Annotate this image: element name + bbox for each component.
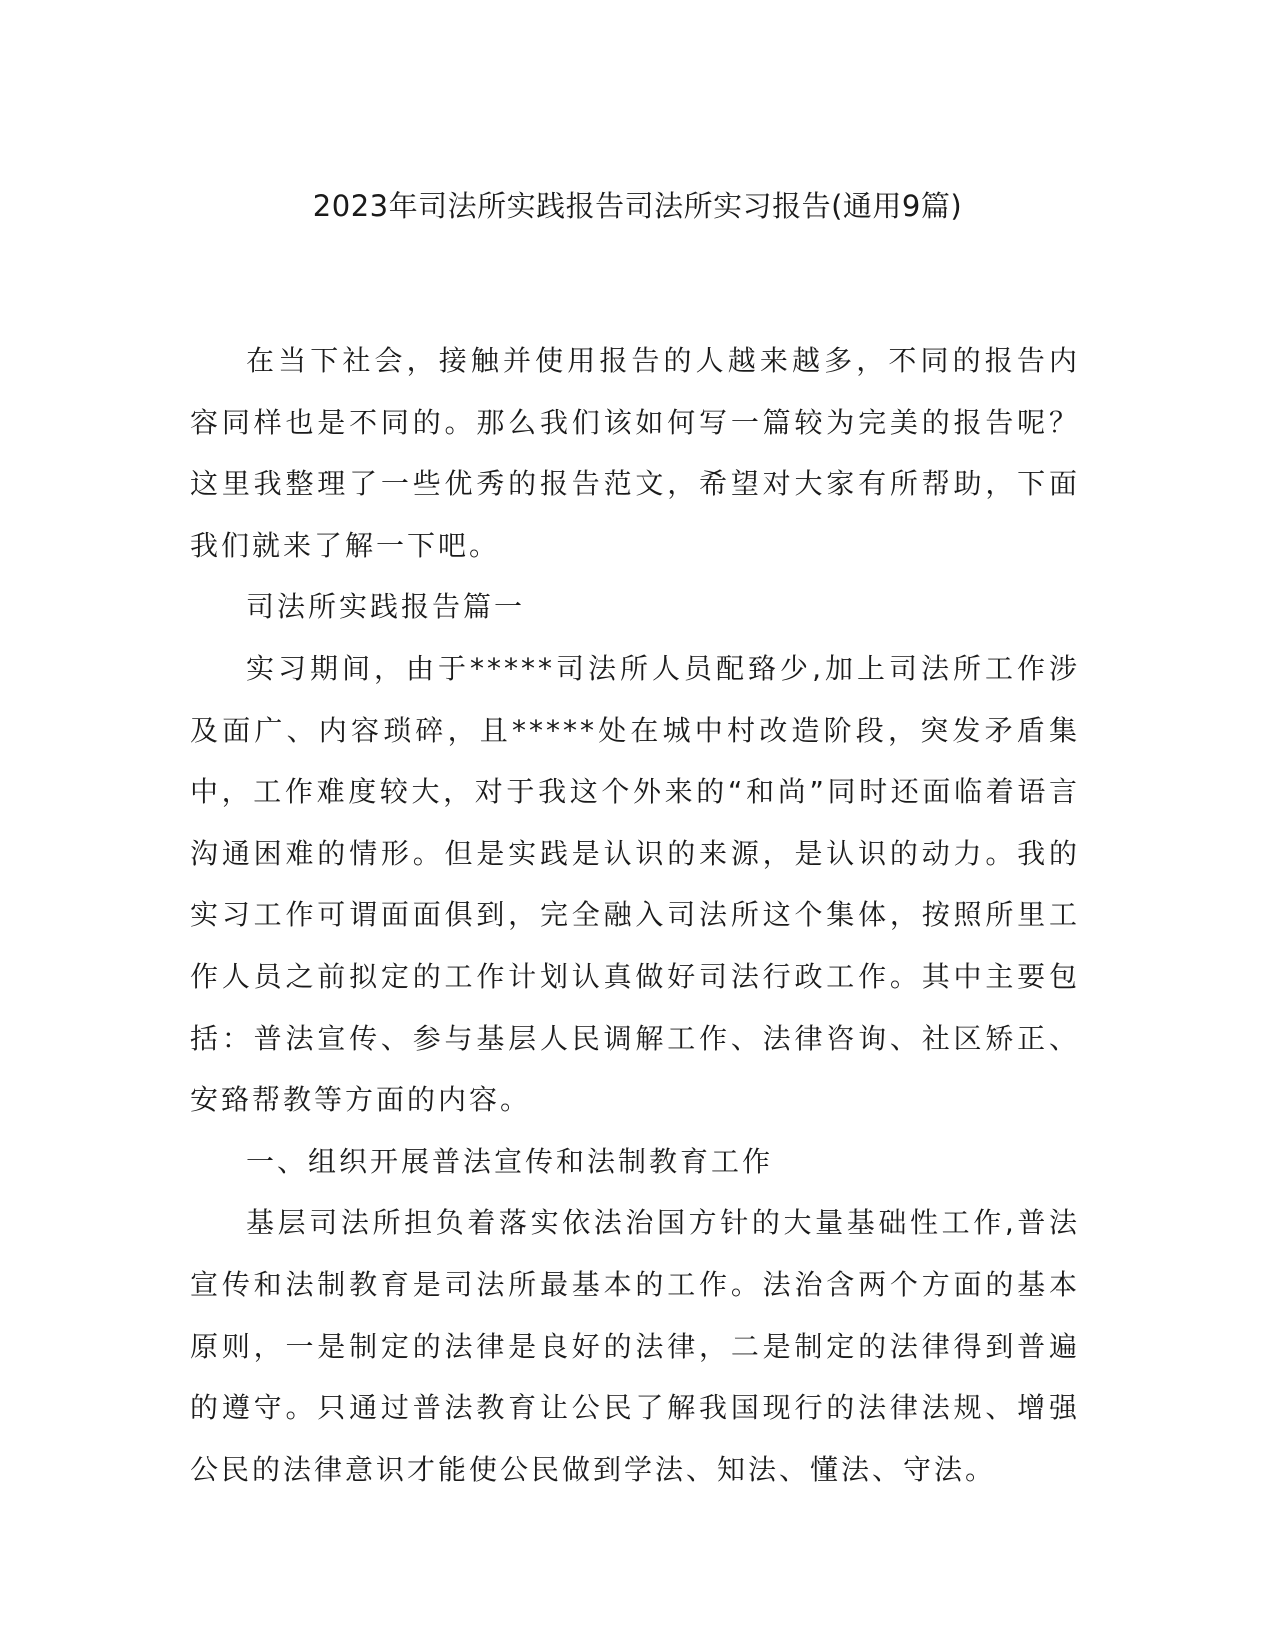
document-body — [190, 330, 1080, 1500]
legal-education-paragraph: 基层司法所担负着落实依法治国方针的大量基础性工作,普法宣传和法制教育是司法所最基本的工作。法治含两个方面的基本原则，一是制定的法律是良好的法律，二是制定的法律得到普遍的遵守。只通过普法教育让公民了解我国现行的法律法规、增强公民的法律意识才能使公民做到学法、知法、懂法、守法。 — [190, 1206, 1080, 1486]
document-title: 2023年司法所实践报告司法所实习报告(通用9篇) — [312, 189, 963, 223]
section-heading-part-one: 司法所实践报告篇一 — [246, 590, 526, 624]
subsection-heading-legal-education: 一、组织开展普法宣传和法制教育工作 — [246, 1144, 774, 1178]
internship-paragraph: 实习期间，由于*****司法所人员配臵少,加上司法所工作涉及面广、内容琐碎，且*****处在城中村改造阶段，突发矛盾集中，工作难度较大，对于我这个外来的“和尚”同时还面临着语言沟通困难的情形。但是实践是认识的来源，是认识的动力。我的实习工作可谓面面俱到，完全融入司法所这个集体，按照所里工作人员之前拟定的工作计划认真做好司法行政工作。其中主要包括：普法宣传、参与基层人民调解工作、法律咨询、社区矫正、安臵帮教等方面的内容。 — [190, 651, 1080, 1117]
intro-paragraph: 在当下社会，接触并使用报告的人越来越多，不同的报告内容同样也是不同的。那么我们该如何写一篇较为完美的报告呢？这里我整理了一些优秀的报告范文，希望对大家有所帮助，下面我们就来了解一下吧。 — [190, 344, 1080, 562]
